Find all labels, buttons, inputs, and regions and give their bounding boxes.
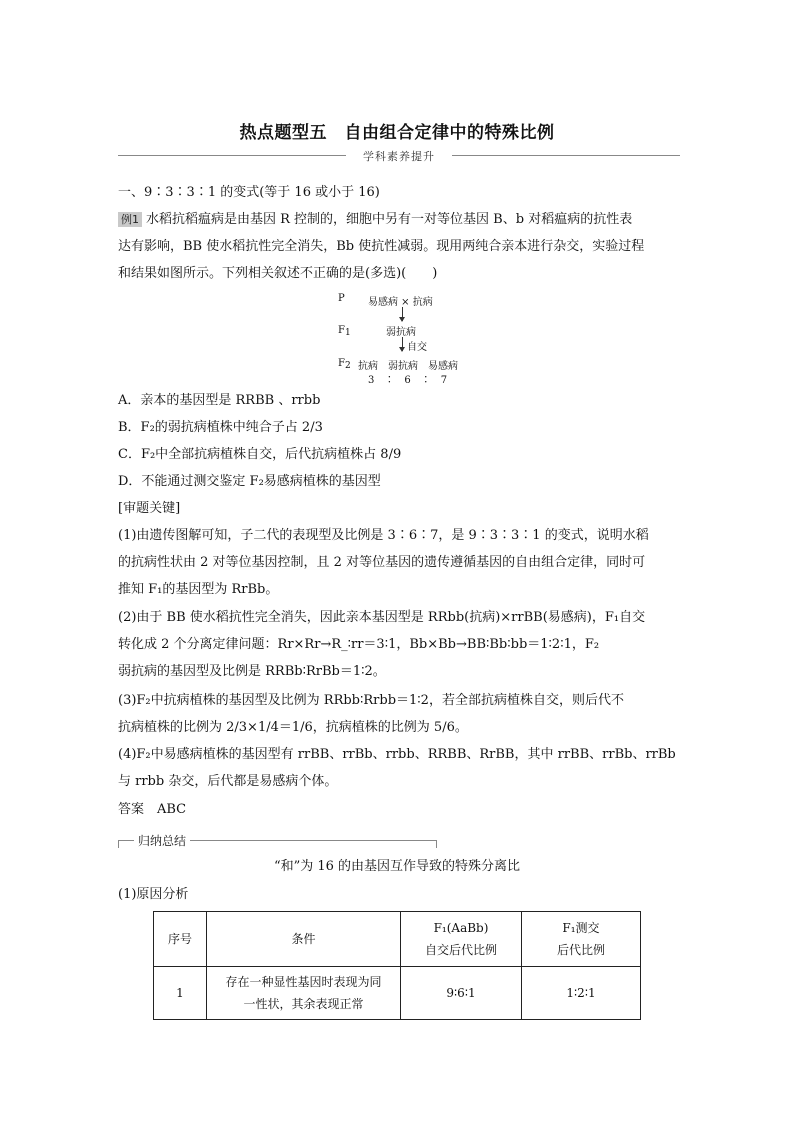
example-badge: 例1 xyxy=(118,212,142,227)
summary-cap-right xyxy=(436,840,437,848)
cause-heading: (1)原因分析 xyxy=(118,887,189,902)
f1-value: 弱抗病 xyxy=(386,327,416,338)
page-title: 热点题型五 自由组合定律中的特殊比例 xyxy=(239,123,555,143)
analysis-2-line-3: 弱抗病的基因型及比例是 RRBb∶RrBb＝1∶2。 xyxy=(118,664,386,679)
row-test: 1∶2∶1 xyxy=(522,967,641,1020)
header-test-line-1: F₁测交 xyxy=(562,921,600,935)
example-line-2: 达有影响，BB 使水稻抗性完全消失，Bb 使抗性减弱。现用两纯合亲本进行杂交，实验过程 xyxy=(118,239,645,254)
header-self-line-1: F₁(AaBb) xyxy=(433,921,489,935)
header-num: 序号 xyxy=(154,912,207,967)
f2-label: $F_2$ xyxy=(338,358,351,371)
summary-cap-left xyxy=(118,840,119,848)
analysis-3-line-2: 抗病植株的比例为 2/3×1/4＝1/6，抗病植株的比例为 5/6。 xyxy=(118,720,468,735)
answer: 答案 ABC xyxy=(118,802,187,817)
subtitle: 学科素养提升 xyxy=(363,150,435,163)
key-heading: [审题关键] xyxy=(118,501,181,516)
header-self-line-2: 自交后代比例 xyxy=(424,943,497,957)
table-header-row xyxy=(154,912,641,967)
analysis-4-line-1: (4)F₂中易感病植株的基因型有 rrBB、rrBb、rrbb、RRBB、RrBB，其中 rrBB、rrBb、rrBb xyxy=(118,747,676,762)
section-heading: 一、9∶3∶3∶1 的变式(等于 16 或小于 16) xyxy=(118,185,380,200)
f2-values: 抗病 弱抗病 易感病 xyxy=(358,361,458,372)
option-d: D．不能通过测交鉴定 F₂易感病植株的基因型 xyxy=(118,474,381,489)
analysis-3-line-1: (3)F₂中抗病植株的基因型及比例为 RRbb∶Rrbb＝1∶2，若全部抗病植株自交，则后代不 xyxy=(118,693,624,708)
analysis-1-line-2: 的抗病性状由 2 对等位基因控制，且 2 对等位基因的遗传遵循基因的自由组合定律，同时可 xyxy=(118,555,646,570)
row-cond-line-1: 存在一种显性基因时表现为同 xyxy=(225,975,382,989)
example-line-3: 和结果如图所示。下列相关叙述不正确的是(多选)( ) xyxy=(118,266,438,281)
arrow-down-icon xyxy=(402,337,403,351)
header-cond: 条件 xyxy=(207,912,401,967)
option-c: C．F₂中全部抗病植株自交，后代抗病植株占 8/9 xyxy=(118,447,402,462)
row-num: 1 xyxy=(154,967,207,1020)
analysis-4-line-2: 与 rrbb 杂交，后代都是易感病个体。 xyxy=(118,774,338,789)
selfing-label: 自交 xyxy=(407,342,427,353)
f1-label: $F_1$ xyxy=(338,325,351,338)
cross-diagram xyxy=(330,290,480,386)
row-cond-line-2: 一性状，其余表现正常 xyxy=(243,997,364,1011)
row-self: 9∶6∶1 xyxy=(401,967,522,1020)
ratio-table xyxy=(153,911,641,1020)
example-line-1 xyxy=(118,207,632,233)
p-cross: 易感病 × 抗病 xyxy=(368,297,433,308)
summary-title: “和”为 16 的由基因互作导致的特殊分离比 xyxy=(273,859,521,874)
row-cond xyxy=(207,967,401,1020)
option-b: B．F₂的弱抗病植株中纯合子占 2/3 xyxy=(118,420,323,435)
summary-header xyxy=(118,832,438,852)
header-self xyxy=(401,912,522,967)
arrow-down-icon xyxy=(402,307,403,321)
divider-left xyxy=(118,155,346,156)
table-row xyxy=(154,967,641,1020)
header-test-line-2: 后代比例 xyxy=(556,943,605,957)
subtitle-bar xyxy=(118,148,680,162)
option-a: A．亲本的基因型是 RRBB 、rrbb xyxy=(118,393,321,408)
analysis-1-line-1: (1)由遗传图解可知，子二代的表现型及比例是 3∶6∶7，是 9∶3∶3∶1 的变式，说明水稻 xyxy=(118,528,649,543)
divider-right xyxy=(452,155,680,156)
analysis-1-line-3: 推知 F₁的基因型为 RrBb。 xyxy=(118,582,279,597)
analysis-2-line-2: 转化成 2 个分离定律问题：Rr×Rr→R_∶rr＝3∶1，Bb×Bb→BB∶Bb∶bb＝1∶2∶1，F₂ xyxy=(118,637,600,652)
summary-tag: 归纳总结 xyxy=(134,832,190,849)
analysis-2-line-1: (2)由于 BB 使水稻抗性完全消失，因此亲本基因型是 RRbb(抗病)×rrBB(易感病)，F₁自交 xyxy=(118,610,646,625)
header-test xyxy=(522,912,641,967)
example-text-1: 水稻抗稻瘟病是由基因 R 控制的，细胞中另有一对等位基因 B、b 对稻瘟病的抗性表 xyxy=(146,212,633,227)
p-label: P xyxy=(338,293,345,304)
f2-ratio: 3 ∶ 6 ∶ 7 xyxy=(368,375,448,386)
